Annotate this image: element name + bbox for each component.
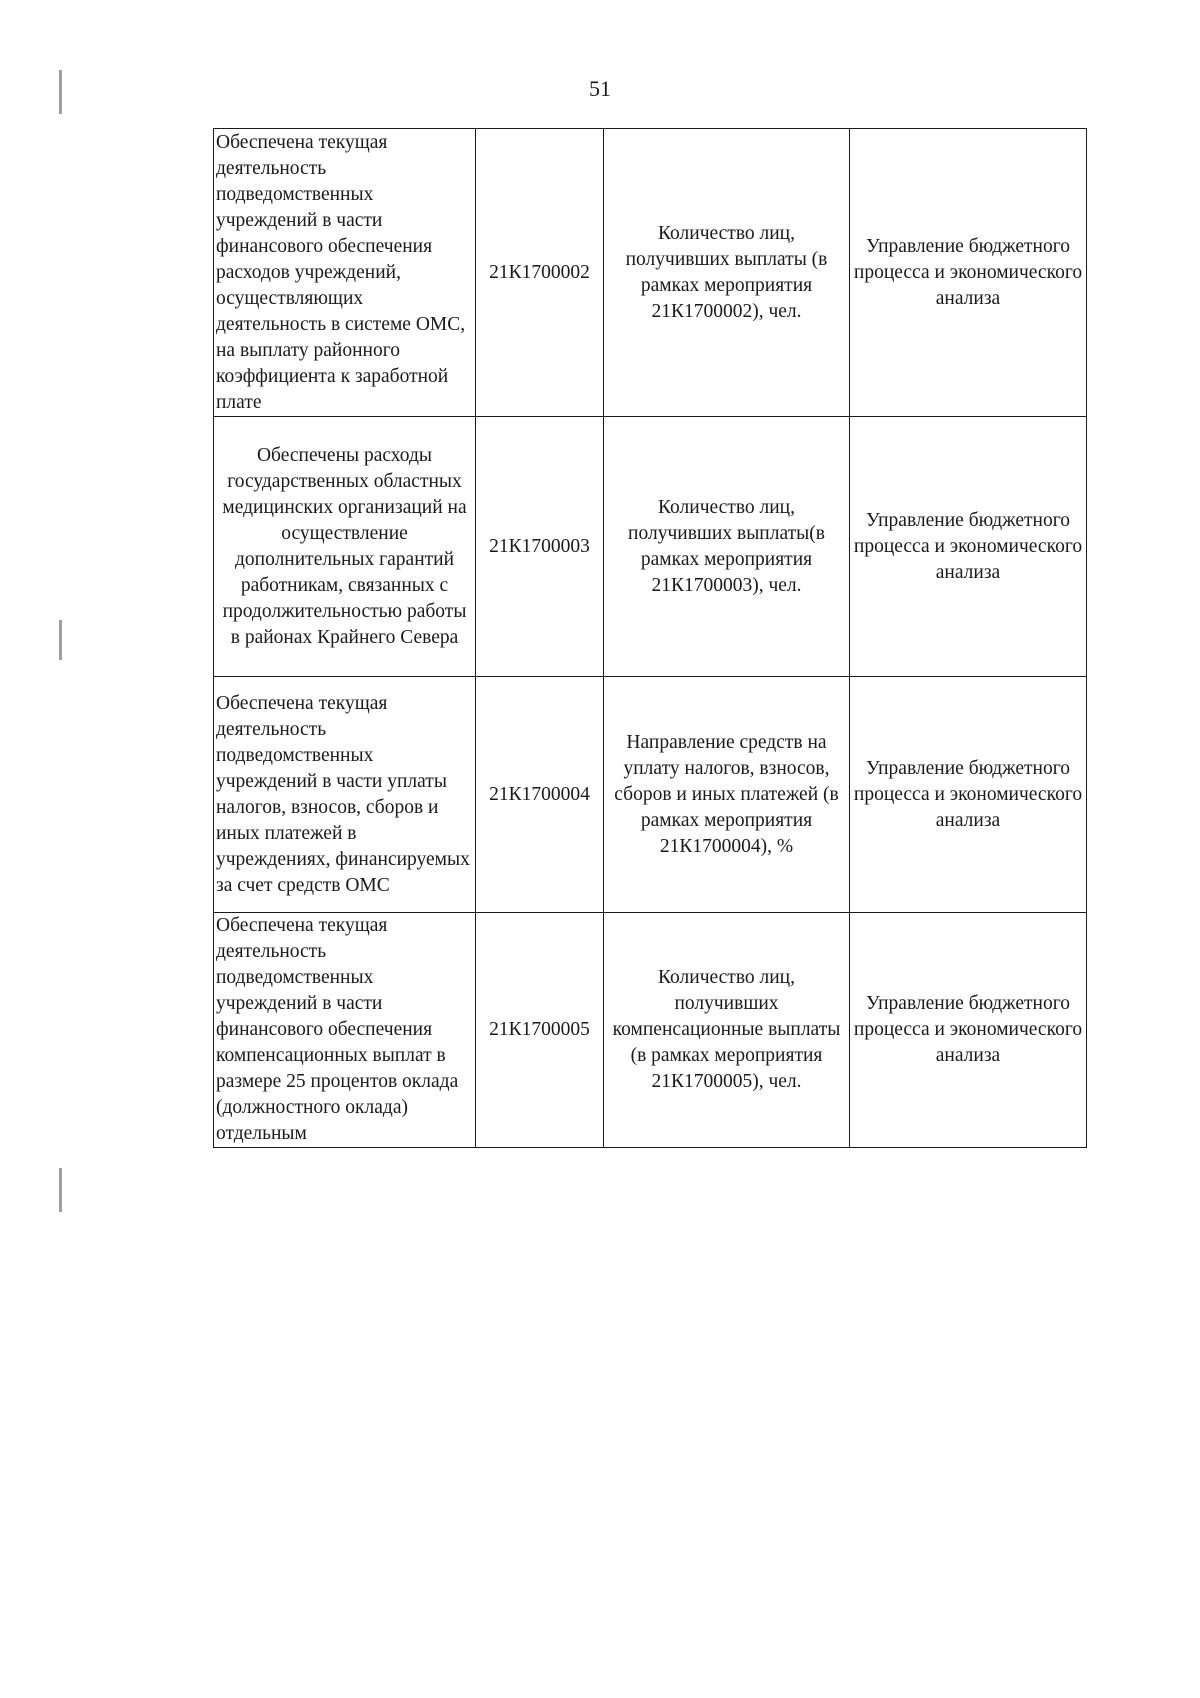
indicator-cell: Количество лиц, получивших компенсационные выплаты (в рамках мероприятия 21К1700005), чел. <box>604 913 850 1148</box>
table-row <box>214 129 1087 417</box>
responsible-cell: Управление бюджетного процесса и экономического анализа <box>850 129 1087 417</box>
result-cell: Обеспечена текущая деятельность подведомственных учреждений в части финансового обеспечения расходов учреждений, осуществляющих деятельность в системе ОМС, на выплату районного коэффициента к заработной плате <box>214 129 476 417</box>
page-number: 51 <box>589 76 611 101</box>
code-cell: 21К1700003 <box>476 417 604 677</box>
table-row <box>214 677 1087 913</box>
responsible-cell: Управление бюджетного процесса и экономического анализа <box>850 677 1087 913</box>
code-cell: 21К1700004 <box>476 677 604 913</box>
code-cell: 21К1700002 <box>476 129 604 417</box>
scan-artifact-mark <box>59 620 62 660</box>
table-row <box>214 417 1087 677</box>
responsible-cell: Управление бюджетного процесса и экономического анализа <box>850 417 1087 677</box>
table-row <box>214 913 1087 1148</box>
indicator-cell: Направление средств на уплату налогов, взносов, сборов и иных платежей (в рамках мероприятия 21К1700004), % <box>604 677 850 913</box>
result-cell: Обеспечены расходы государственных областных медицинских организаций на осуществление дополнительных гарантий работникам, связанных с продолжительностью работы в районах Крайнего Севера <box>214 417 476 677</box>
code-cell: 21К1700005 <box>476 913 604 1148</box>
result-cell: Обеспечена текущая деятельность подведомственных учреждений в части уплаты налогов, взносов, сборов и иных платежей в учреждениях, финансируемых за счет средств ОМС <box>214 677 476 913</box>
scan-artifact-mark <box>59 1168 62 1212</box>
responsible-cell: Управление бюджетного процесса и экономического анализа <box>850 913 1087 1148</box>
indicator-cell: Количество лиц, получивших выплаты (в рамках мероприятия 21К1700002), чел. <box>604 129 850 417</box>
activities-table <box>213 128 1087 1148</box>
result-cell: Обеспечена текущая деятельность подведомственных учреждений в части финансового обеспечения компенсационных выплат в размере 25 процентов оклада (должностного оклада) отдельным <box>214 913 476 1148</box>
indicator-cell: Количество лиц, получивших выплаты(в рамках мероприятия 21К1700003), чел. <box>604 417 850 677</box>
